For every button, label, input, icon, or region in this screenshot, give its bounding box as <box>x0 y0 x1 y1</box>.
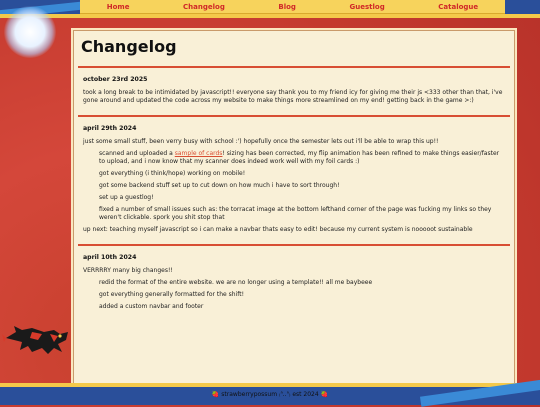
footer-text: strawberrypossum ₍ᐢ..ᐢ₎ est 2024 <box>221 391 319 398</box>
entry-date: april 10th 2024 <box>83 254 137 261</box>
list-item: got everything (i think/hope) working on mobile! <box>99 170 246 177</box>
nav-home-link[interactable]: Home <box>106 2 130 11</box>
nav-catalogue-link[interactable]: Catalogue <box>438 2 479 11</box>
strawberry-icon: 🍓 <box>320 391 329 398</box>
entry-date: october 23rd 2025 <box>83 76 148 83</box>
footer <box>0 389 540 401</box>
sample-of-cards-link[interactable]: sample of cards <box>174 150 223 157</box>
entry-text: took a long break to be intimidated by javascript!! everyone say thank you to my friend icy for giving me their js <333 other than that, i've gone around and updated the code across my website to make things more streamlined on my end! getting back in the game >:) <box>83 89 503 104</box>
nav-guestlog-link[interactable]: Guestlog <box>349 2 385 11</box>
list-item: got some backend stuff set up to cut down on how much i have to sort through! <box>99 182 340 189</box>
nav-changelog-link[interactable]: Changelog <box>183 2 225 11</box>
entry-intro: VERRRRY many big changes!! <box>83 267 173 274</box>
entry-date: april 29th 2024 <box>83 125 137 132</box>
list-item: set up a guestlog! <box>99 194 154 201</box>
navbar <box>80 0 505 14</box>
entry-apr-10-2024 <box>74 246 514 321</box>
top-accent-stripe <box>0 14 540 18</box>
list-item-text: scanned and uploaded a <box>99 150 175 157</box>
light-burst-decoration <box>4 6 56 58</box>
list-item: redid the format of the entire website. we are no longer using a template!! all me baybeee <box>99 279 373 286</box>
entry-oct-2025 <box>74 68 514 115</box>
entry-outro: up next: teaching myself javascript so i can make a navbar thats easy to edit! because my current system is nooooot sustainable <box>83 226 473 233</box>
list-item: fixed a number of small issues such as: the torracat image at the bottom lefthand corner of the page was fucking my links so they weren't clickable. spork you shit stop that <box>99 206 492 221</box>
nav-blog-link[interactable]: Blog <box>278 2 296 11</box>
list-item: added a custom navbar and footer <box>99 303 204 310</box>
strawberry-icon: 🍓 <box>211 391 220 398</box>
torracat-image <box>2 318 74 362</box>
list-item <box>99 150 505 166</box>
list-item-text: ! sizing has been corrected, my flip animation has been refined to make things easier/faster to upload, and i now know that my scanner does indeed work well with my foil cards :) <box>99 150 500 165</box>
entry-apr-29-2024 <box>74 117 514 244</box>
list-item: got everything generally formatted for the shift! <box>99 291 245 298</box>
changelog-panel[interactable] <box>73 30 515 385</box>
entry-intro: just some small stuff, been verry busy with school :') hopefully once the semester lets out i'll be able to wrap this up!! <box>83 138 439 145</box>
page-title: Changelog <box>81 37 177 56</box>
